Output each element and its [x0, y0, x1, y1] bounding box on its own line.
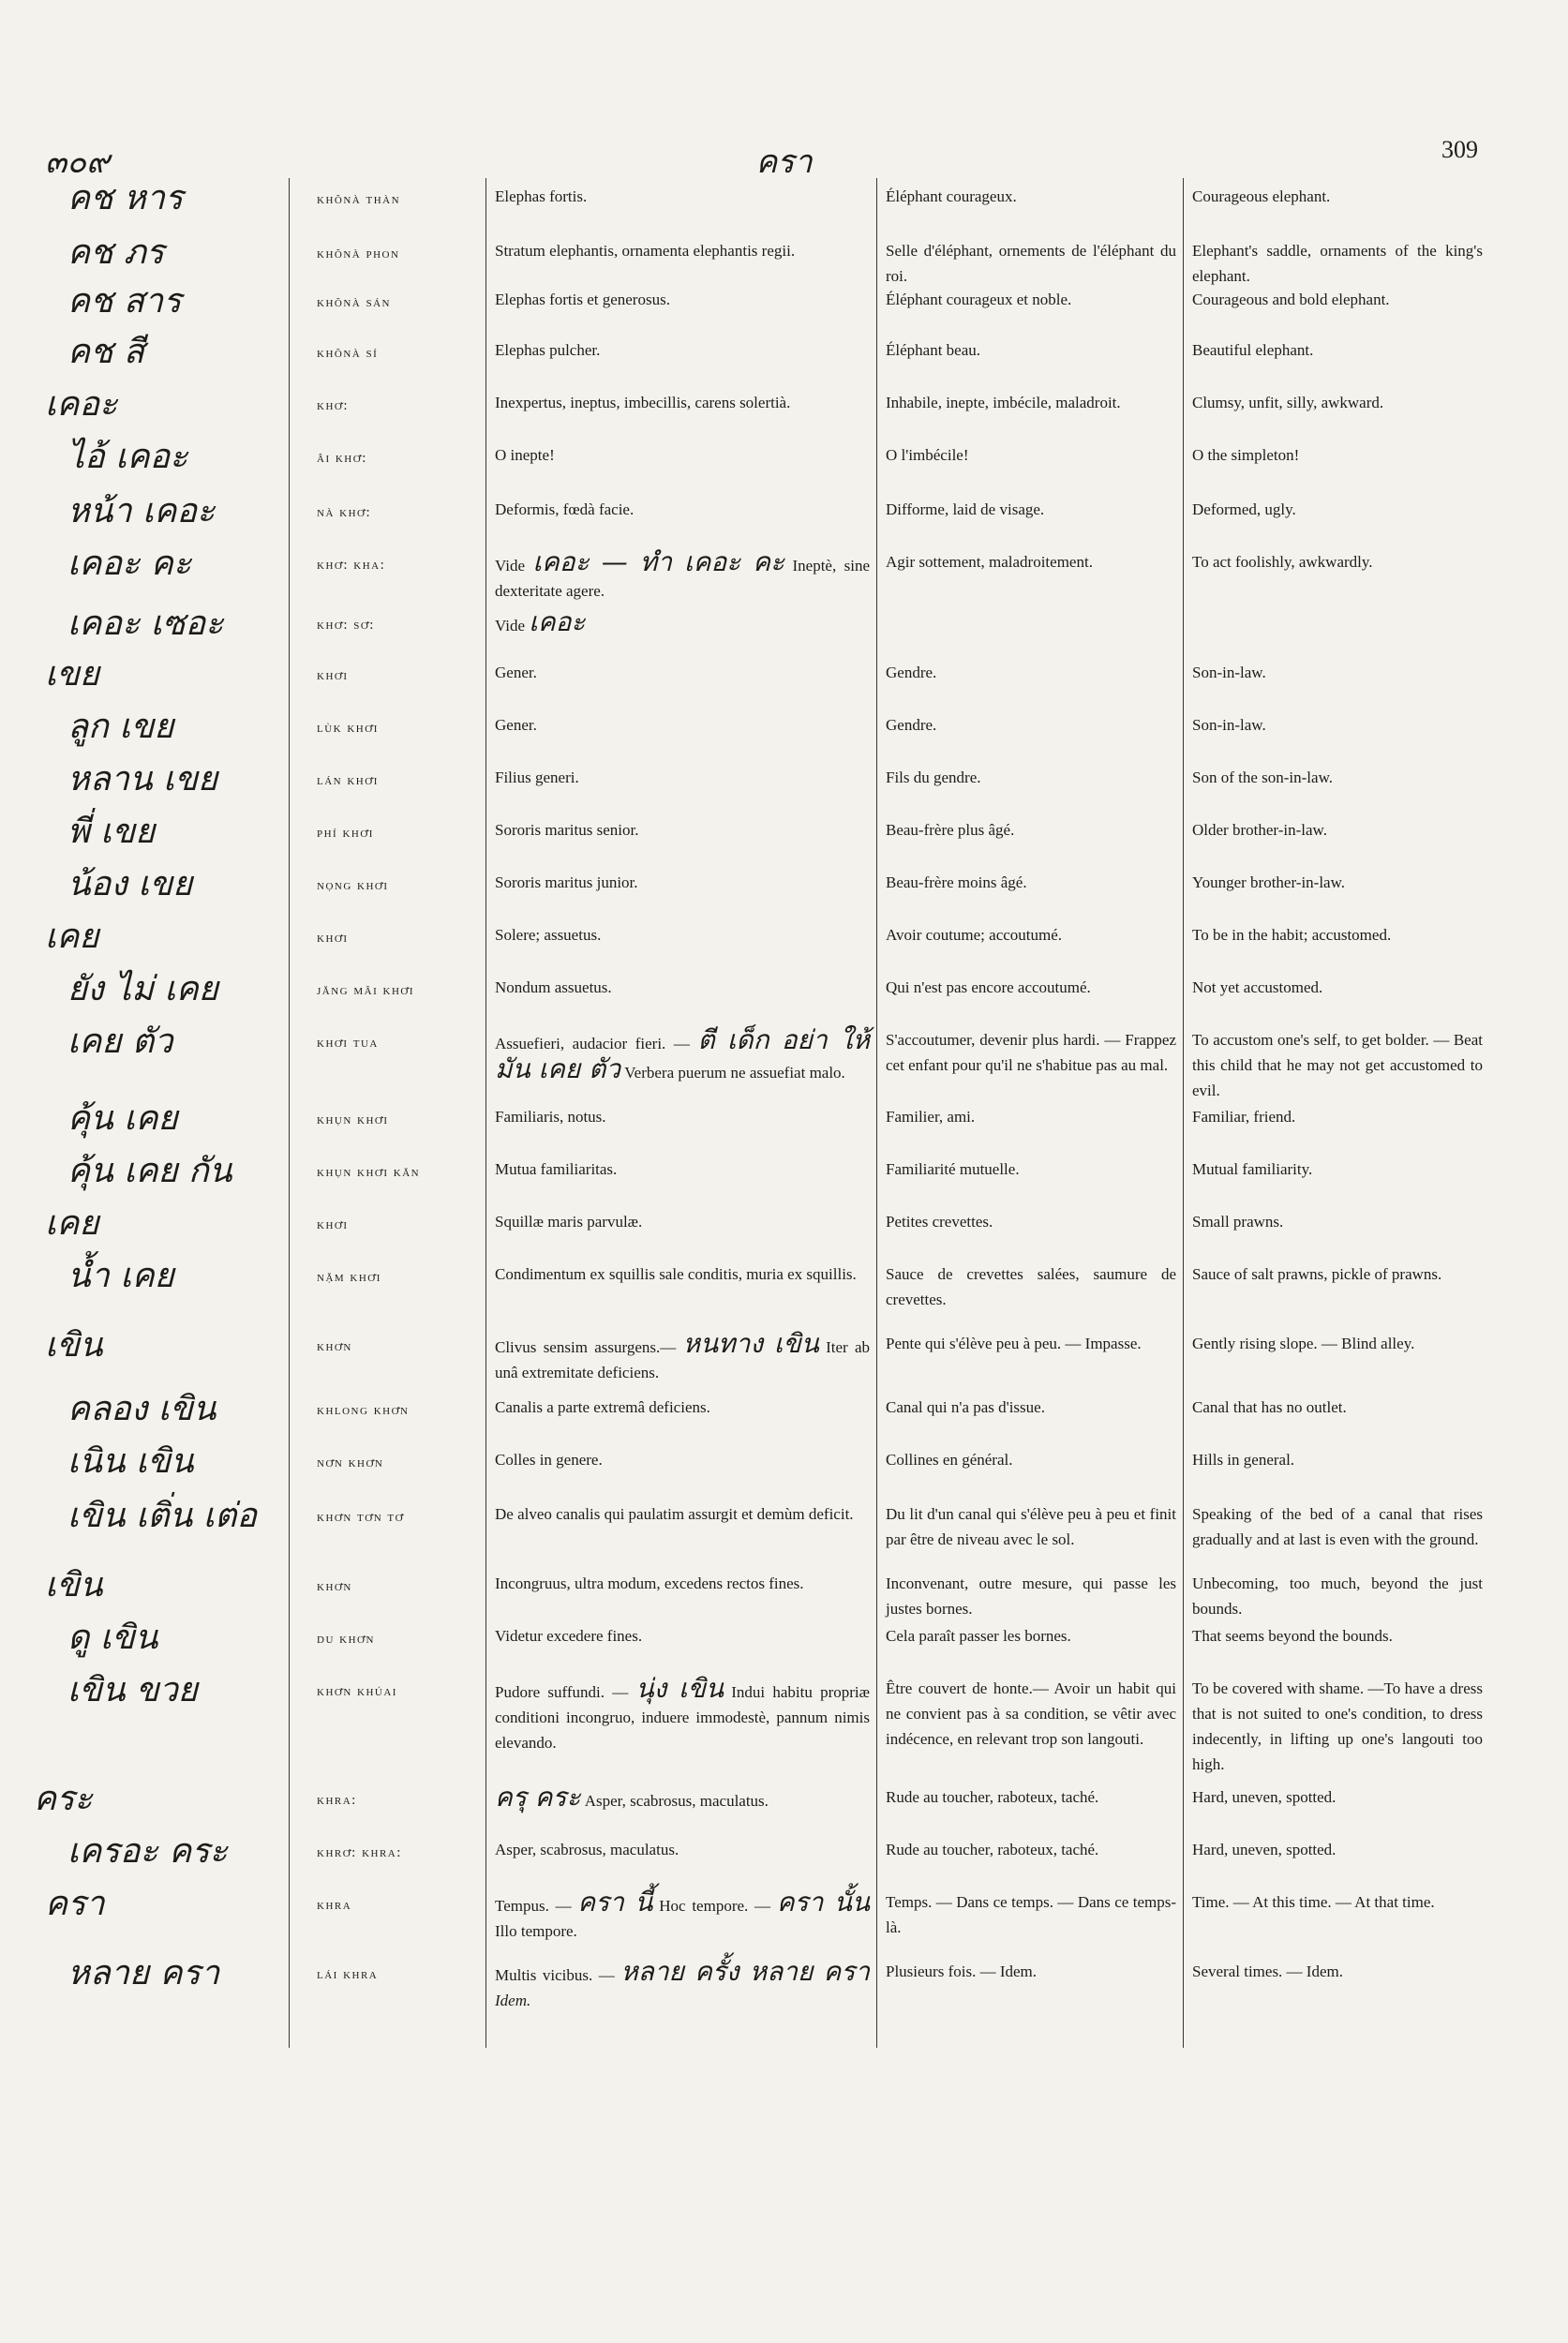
- thai-headword: คช สาร: [67, 282, 182, 321]
- latin-text: Videtur excedere fines.: [495, 1627, 643, 1645]
- latin-thai-example: เคอะ — ทำ เคอะ คะ: [532, 546, 785, 577]
- french-definition: Agir sottement, maladroitement.: [886, 553, 1093, 571]
- french-definition: Qui n'est pas encore accoutumé.: [886, 978, 1091, 996]
- english-definition: Deformed, ugly.: [1192, 500, 1296, 518]
- latin-definition: [495, 1889, 870, 1944]
- romanization: khŏnà sán: [317, 295, 391, 310]
- latin-definition: [495, 817, 870, 843]
- french-definition: O l'imbécile!: [886, 446, 969, 464]
- latin-definition: [495, 184, 870, 209]
- latin-text: Inexpertus, ineptus, imbecillis, carens solertià.: [495, 394, 791, 411]
- french-definition: Fils du gendre.: [886, 769, 981, 786]
- romanization: lán khơ̆i: [317, 773, 379, 788]
- thai-headword: หลาย ครา: [67, 1954, 220, 1992]
- latin-definition: [495, 1837, 870, 1862]
- thai-headword: คช ภร: [67, 233, 165, 272]
- latin-text: De alveo canalis qui paulatim assurgit et demùm deficit.: [495, 1505, 854, 1523]
- latin-definition: [495, 606, 870, 638]
- column-rule: [485, 178, 486, 2048]
- english-definition: To be covered with shame. —To have a dress that is not suited to one's condition, to dress indecently, in lifting up one's langouti too high.: [1192, 1679, 1483, 1773]
- latin-definition: [495, 337, 870, 363]
- latin-text: Ineptè, sine dexteritate agere.: [495, 557, 871, 600]
- romanization: khơ̆:: [317, 398, 349, 413]
- thai-headword: เขย: [45, 655, 100, 694]
- latin-text: Sororis maritus senior.: [495, 821, 639, 839]
- latin-thai-example: ครุ คระ: [495, 1782, 581, 1813]
- latin-text: Idem.: [495, 1992, 531, 2009]
- english-definition: That seems beyond the bounds.: [1192, 1627, 1393, 1645]
- english-definition: To act foolishly, awkwardly.: [1192, 553, 1373, 571]
- latin-text: Deformis, fœdà facie.: [495, 500, 635, 518]
- latin-text: Elephas pulcher.: [495, 341, 601, 359]
- french-definition: S'accoutumer, devenir plus hardi. — Frappez cet enfant pour qu'il ne s'habitue pas au mal.: [886, 1031, 1176, 1074]
- french-definition: Familier, ami.: [886, 1108, 976, 1126]
- latin-text: Solere; assuetus.: [495, 926, 602, 944]
- romanization: khŏnà sí: [317, 346, 379, 361]
- latin-thai-example: ตี เด็ก อย่า ให้ มัน เคย ตัว: [495, 1024, 871, 1084]
- english-definition: Gently rising slope. — Blind alley.: [1192, 1335, 1415, 1352]
- english-definition: Time. — At this time. — At that time.: [1192, 1893, 1435, 1911]
- thai-headword: เครอะ คระ: [67, 1832, 228, 1871]
- thai-headword: คช สี: [67, 333, 144, 371]
- thai-page-number: ๓๐๙: [45, 143, 110, 181]
- latin-text: Incongruus, ultra modum, excedens rectos fines.: [495, 1574, 804, 1592]
- latin-thai-example: หลาย ครั้ง หลาย ครา: [620, 1956, 871, 1987]
- english-definition: Several times. — Idem.: [1192, 1962, 1343, 1980]
- latin-definition: [495, 1571, 870, 1596]
- latin-definition: [495, 238, 870, 263]
- latin-definition: [495, 1209, 870, 1234]
- latin-definition: [495, 975, 870, 1000]
- latin-definition: [495, 870, 870, 895]
- thai-headword: คลอง เขิน: [67, 1390, 217, 1428]
- romanization: khŏnà thàn: [317, 192, 401, 207]
- french-definition: Beau-frère plus âgé.: [886, 821, 1015, 839]
- thai-headword: เคย ตัว: [67, 1022, 173, 1061]
- latin-thai-example: ครา นั้น: [776, 1887, 871, 1918]
- french-definition: Temps. — Dans ce temps. — Dans ce temps-là.: [886, 1893, 1176, 1936]
- latin-text: Sororis maritus junior.: [495, 873, 638, 891]
- thai-headword: เคอะ คะ: [67, 545, 192, 583]
- french-definition: Pente qui s'élève peu à peu. — Impasse.: [886, 1335, 1142, 1352]
- english-definition: Beautiful elephant.: [1192, 341, 1314, 359]
- column-rule: [289, 178, 290, 2048]
- french-definition: Sauce de crevettes salées, saumure de crevettes.: [886, 1265, 1176, 1308]
- latin-text: Asper, scabrosus, maculatus.: [584, 1792, 769, 1810]
- romanization: khơ̆n tơ̆n tơ̆: [317, 1510, 405, 1525]
- latin-definition: [495, 765, 870, 790]
- latin-text: Assuefieri, audacior fieri. —: [495, 1035, 690, 1052]
- english-definition: Mutual familiarity.: [1192, 1160, 1313, 1178]
- latin-definition: [495, 390, 870, 415]
- thai-headword: คระ: [34, 1780, 93, 1818]
- romanization: khra: [317, 1898, 352, 1913]
- column-rule: [876, 178, 877, 2048]
- french-definition: Canal qui n'a pas d'issue.: [886, 1398, 1045, 1416]
- latin-text: Vide: [495, 617, 526, 634]
- latin-definition: [495, 1261, 870, 1287]
- latin-text: Vide: [495, 557, 526, 575]
- french-definition: Beau-frère moins âgé.: [886, 873, 1027, 891]
- latin-text: Hoc tempore. —: [659, 1897, 771, 1915]
- latin-text: Nondum assuetus.: [495, 978, 612, 996]
- romanization: khụn khơ̆i: [317, 1112, 389, 1127]
- french-definition: Rude au toucher, raboteux, taché.: [886, 1788, 1099, 1806]
- romanization: du khơ̆n: [317, 1632, 375, 1647]
- romanization: nà khơ̆:: [317, 505, 372, 520]
- latin-text: Elephas fortis.: [495, 187, 588, 205]
- latin-definition: [495, 922, 870, 948]
- latin-definition: [495, 660, 870, 685]
- latin-text: Tempus. —: [495, 1897, 572, 1915]
- english-definition: Courageous elephant.: [1192, 187, 1331, 205]
- english-definition: Unbecoming, too much, beyond the just bounds.: [1192, 1574, 1483, 1618]
- thai-headword: เคย: [45, 1204, 99, 1243]
- latin-text: Squillæ maris parvulæ.: [495, 1213, 643, 1231]
- romanization: jăng mâi khơ̆i: [317, 983, 414, 998]
- french-definition: Du lit d'un canal qui s'élève peu à peu et finit par être de niveau avec le sol.: [886, 1505, 1176, 1548]
- english-definition: Speaking of the bed of a canal that rises gradually and at last is even with the ground.: [1192, 1505, 1483, 1548]
- latin-definition: [495, 497, 870, 522]
- english-definition: Hard, uneven, spotted.: [1192, 1788, 1337, 1806]
- english-definition: Hills in general.: [1192, 1451, 1295, 1469]
- french-definition: Gendre.: [886, 664, 937, 681]
- thai-headword: เขิน เติ่น เต่อ: [67, 1497, 258, 1535]
- thai-headword: เคย: [45, 918, 99, 956]
- english-definition: Hard, uneven, spotted.: [1192, 1841, 1337, 1858]
- romanization: nặm khơ̆i: [317, 1270, 381, 1285]
- english-definition: Courageous and bold elephant.: [1192, 291, 1390, 308]
- english-definition: Sauce of salt prawns, pickle of prawns.: [1192, 1265, 1442, 1283]
- thai-headword: เคอะ: [45, 385, 118, 424]
- running-head: ครา: [755, 143, 813, 181]
- latin-definition: [495, 442, 870, 468]
- latin-thai-example: หนทาง เขิน: [682, 1328, 819, 1359]
- romanization: lùk khơ̆i: [317, 721, 379, 736]
- latin-text: Asper, scabrosus, maculatus.: [495, 1841, 679, 1858]
- latin-text: Filius generi.: [495, 769, 579, 786]
- latin-text: Clivus sensim assurgens.—: [495, 1338, 677, 1356]
- latin-definition: [495, 546, 871, 604]
- english-definition: Son-in-law.: [1192, 664, 1266, 681]
- latin-text: Indui habitu propriæ conditioni incongruo, induere immodestè, pannum nimis elevando.: [495, 1683, 870, 1752]
- latin-definition: [495, 1104, 870, 1129]
- page-number: 309: [1441, 136, 1478, 163]
- romanization: nơ̆n khơ̆n: [317, 1455, 384, 1470]
- latin-text: Elephas fortis et generosus.: [495, 291, 670, 308]
- latin-text: Canalis a parte extremâ deficiens.: [495, 1398, 710, 1416]
- latin-text: Verbera puerum ne assuefiat malo.: [624, 1064, 845, 1082]
- thai-headword: ลูก เขย: [67, 708, 174, 746]
- english-definition: Son of the son-in-law.: [1192, 769, 1333, 786]
- latin-text: Iter ab unâ extremitate deficiens.: [495, 1338, 871, 1381]
- latin-definition: [495, 287, 870, 312]
- latin-text: Familiaris, notus.: [495, 1108, 606, 1126]
- english-definition: Son-in-law.: [1192, 716, 1266, 734]
- french-definition: Plusieurs fois. — Idem.: [886, 1962, 1038, 1980]
- romanization: khơ̆i: [317, 1217, 349, 1232]
- romanization: khrơ̆: khra:: [317, 1845, 402, 1860]
- latin-text: Illo tempore.: [495, 1922, 577, 1940]
- latin-definition: [495, 1623, 870, 1649]
- thai-headword: หน้า เคอะ: [67, 492, 216, 530]
- romanization: khơ̆n khúai: [317, 1684, 397, 1699]
- romanization: lái khra: [317, 1967, 379, 1982]
- thai-headword: ดู เขิน: [67, 1619, 158, 1657]
- english-definition: Clumsy, unfit, silly, awkward.: [1192, 394, 1384, 411]
- latin-definition: [495, 1501, 870, 1527]
- french-definition: Avoir coutume; accoutumé.: [886, 926, 1063, 944]
- latin-definition: [495, 712, 870, 738]
- latin-definition: [495, 1673, 870, 1755]
- thai-headword: ครา: [45, 1885, 105, 1923]
- latin-thai-example: นุ่ง เขิน: [635, 1673, 724, 1704]
- french-definition: Petites crevettes.: [886, 1213, 993, 1231]
- english-definition: To accustom one's self, to get bolder. — Beat this child that he may not get accustomed to evil.: [1192, 1031, 1483, 1099]
- french-definition: Inhabile, inepte, imbécile, maladroit.: [886, 394, 1121, 411]
- french-definition: Gendre.: [886, 716, 937, 734]
- english-definition: O the simpleton!: [1192, 446, 1300, 464]
- english-definition: Small prawns.: [1192, 1213, 1284, 1231]
- french-definition: Collines en général.: [886, 1451, 1013, 1469]
- french-definition: Familiarité mutuelle.: [886, 1160, 1020, 1178]
- latin-thai-example: เคอะ: [529, 606, 586, 637]
- french-definition: Être couvert de honte.— Avoir un habit qui ne convient pas à sa condition, se vêtir avec indécence, en relevant trop son langouti.: [886, 1679, 1176, 1748]
- english-definition: Older brother-in-law.: [1192, 821, 1327, 839]
- thai-headword: คช หาร: [67, 179, 184, 217]
- romanization: khra:: [317, 1793, 357, 1808]
- romanization: khơ̆i tua: [317, 1036, 379, 1051]
- romanization: khŏnà phon: [317, 246, 400, 261]
- thai-headword: เนิน เขิน: [67, 1442, 194, 1481]
- latin-text: Gener.: [495, 716, 537, 734]
- romanization: khơ̆i: [317, 668, 349, 683]
- english-definition: Not yet accustomed.: [1192, 978, 1323, 996]
- thai-headword: เขิน ขวย: [67, 1671, 198, 1709]
- romanization: khơ̆i: [317, 931, 349, 946]
- thai-headword: น้ำ เคย: [67, 1257, 174, 1295]
- thai-headword: หลาน เขย: [67, 760, 218, 798]
- column-rule: [1183, 178, 1184, 2048]
- latin-text: Mutua familiaritas.: [495, 1160, 618, 1178]
- french-definition: Cela paraît passer les bornes.: [886, 1627, 1071, 1645]
- thai-headword: ไอ้ เคอะ: [67, 438, 188, 476]
- french-definition: Selle d'éléphant, ornements de l'éléphant du roi.: [886, 242, 1176, 285]
- latin-definition: [495, 1157, 870, 1182]
- romanization: khlong khơ̆n: [317, 1403, 410, 1418]
- french-definition: Difforme, laid de visage.: [886, 500, 1045, 518]
- latin-definition: [495, 1328, 871, 1385]
- latin-definition: [495, 1956, 871, 2013]
- french-definition: Inconvenant, outre mesure, qui passe les justes bornes.: [886, 1574, 1176, 1618]
- romanization: nọng khơ̆i: [317, 878, 389, 893]
- romanization: phí khơ̆i: [317, 826, 374, 841]
- english-definition: Elephant's saddle, ornaments of the king's elephant.: [1192, 242, 1483, 285]
- thai-headword: ยัง ไม่ เคย: [67, 970, 218, 1008]
- romanization: khơ̆n: [317, 1339, 352, 1354]
- thai-headword: เขิน: [45, 1566, 103, 1604]
- french-definition: Éléphant beau.: [886, 341, 981, 359]
- latin-text: Pudore suffundi. —: [495, 1683, 629, 1701]
- french-definition: Éléphant courageux et noble.: [886, 291, 1072, 308]
- romanization: khơ̆n: [317, 1579, 352, 1594]
- latin-definition: [495, 1395, 870, 1420]
- latin-definition: [495, 1024, 871, 1085]
- french-definition: Rude au toucher, raboteux, taché.: [886, 1841, 1099, 1858]
- latin-text: Colles in genere.: [495, 1451, 603, 1469]
- romanization: khụn khơ̆i kăn: [317, 1165, 421, 1180]
- latin-definition: [495, 1447, 870, 1472]
- romanization: khơ̆: sơ̆:: [317, 618, 375, 633]
- thai-headword: คุ้น เคย: [67, 1099, 178, 1138]
- french-definition: Éléphant courageux.: [886, 187, 1017, 205]
- thai-headword: เคอะ เซอะ: [67, 604, 224, 643]
- latin-definition: [495, 1784, 870, 1813]
- latin-text: Multis vicibus. —: [495, 1966, 615, 1984]
- thai-headword: น้อง เขย: [67, 865, 193, 903]
- latin-text: Stratum elephantis, ornamenta elephantis regii.: [495, 242, 796, 260]
- latin-text: Gener.: [495, 664, 537, 681]
- latin-text: Condimentum ex squillis sale conditis, muria ex squillis.: [495, 1265, 857, 1283]
- thai-headword: พี่ เขย: [67, 813, 156, 851]
- thai-headword: คุ้น เคย กัน: [67, 1152, 232, 1190]
- english-definition: To be in the habit; accustomed.: [1192, 926, 1392, 944]
- latin-thai-example: ครา นี้: [577, 1887, 653, 1918]
- latin-text: O inepte!: [495, 446, 555, 464]
- romanization: khơ̆: kha:: [317, 558, 386, 573]
- english-definition: Familiar, friend.: [1192, 1108, 1296, 1126]
- english-definition: Canal that has no outlet.: [1192, 1398, 1347, 1416]
- english-definition: Younger brother-in-law.: [1192, 873, 1346, 891]
- thai-headword: เขิน: [45, 1326, 103, 1365]
- romanization: âi khơ̆:: [317, 451, 367, 466]
